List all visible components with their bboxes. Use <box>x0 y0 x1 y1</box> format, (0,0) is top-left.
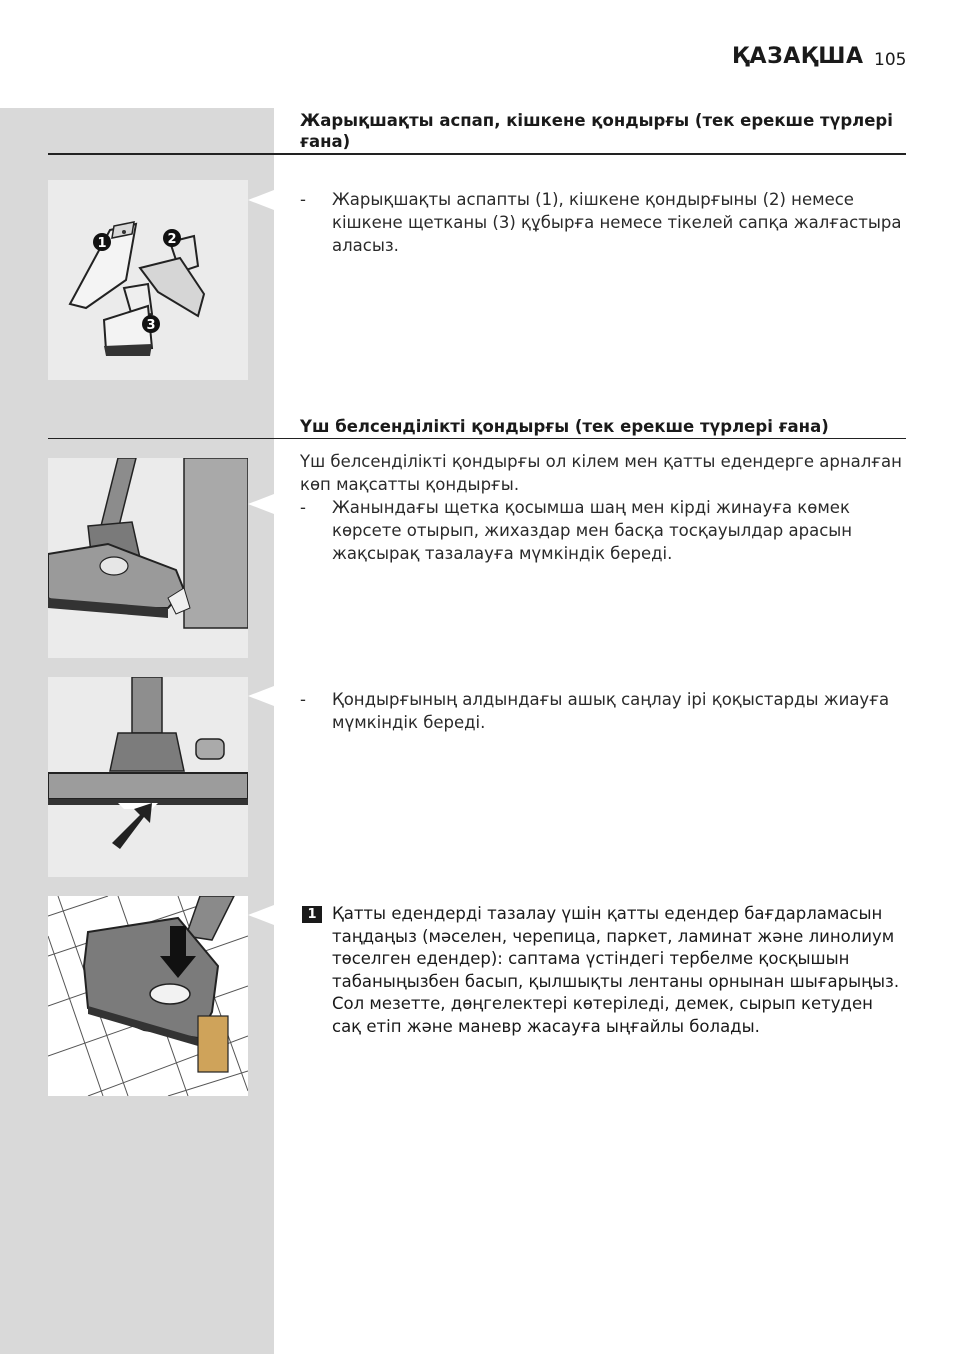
illustration-nozzle-side-brush <box>48 458 248 658</box>
bullet-text: Жарықшақты аспапты (1), кішкене қондырғыны (2) немесе кішкене щетканы (3) құбырға немесе тікелей сапқа жалғастыра аласыз. <box>332 190 902 255</box>
callout-notch <box>248 686 274 706</box>
marker-label-1: 1 <box>97 236 107 251</box>
marker-label-3: 3 <box>146 318 156 333</box>
section-divider <box>48 153 906 155</box>
step-1-hard-floor <box>300 903 906 1038</box>
step-text: Қатты едендерді тазалау үшін қатты едендер бағдарламасын таңдаңыз (мәселен, черепица, паркет, ламинат және линолиум төселген едендер): саптама үстіндегі тербелме қосқышын табаныңызбен басып, қылшықты лентаны орнынан шығарыңыз. Сол мезетте, дөңгелектері көтеріледі, демек, сырып кетуден сақ етіп және маневр жасауға ыңғайлы болады. <box>332 904 900 1036</box>
illustration-nozzle-front-opening <box>48 677 248 877</box>
intro-paragraph: Үш белсенділікті қондырғы ол кілем мен қатты едендерге арналған көп мақсатты қондырғы. <box>300 452 902 494</box>
callout-notch <box>248 494 274 514</box>
bullet-side-brush <box>300 496 906 565</box>
step-number: 1 <box>302 906 322 923</box>
bullet-text: Қондырғының алдындағы ашық саңлау ірі қоқыстарды жиауға мүмкіндік береді. <box>332 690 890 732</box>
bullet-text: Жанындағы щетка қосымша шаң мен кірді жинауға көмек көрсете отырып, жихаздар мен басқа тосқауылдар арасын жақсырақ тазалауға мүмкіндік береді. <box>332 498 853 563</box>
section-divider <box>48 438 906 439</box>
section-title-crevice-tool: Жарықшақты аспап, кішкене қондырғы (тек ерекше түрлері ғана) <box>300 111 893 151</box>
bullet-dash: - <box>300 190 306 209</box>
bullet-front-opening <box>300 688 906 734</box>
callout-notch <box>248 905 274 925</box>
illustration-small-nozzles <box>48 180 248 380</box>
callout-notch <box>248 190 274 210</box>
bullet-crevice-tool <box>300 188 906 257</box>
marker-label-2: 2 <box>167 232 177 247</box>
illustration-hard-floor-switch <box>48 896 248 1096</box>
page-number: 105 <box>874 50 907 70</box>
bullet-dash: - <box>300 690 306 709</box>
language-header: ҚАЗАҚША <box>732 44 864 69</box>
bullet-dash: - <box>300 498 306 517</box>
section-title-triactive-nozzle: Үш белсенділікті қондырғы (тек ерекше түрлері ғана) <box>300 417 829 436</box>
